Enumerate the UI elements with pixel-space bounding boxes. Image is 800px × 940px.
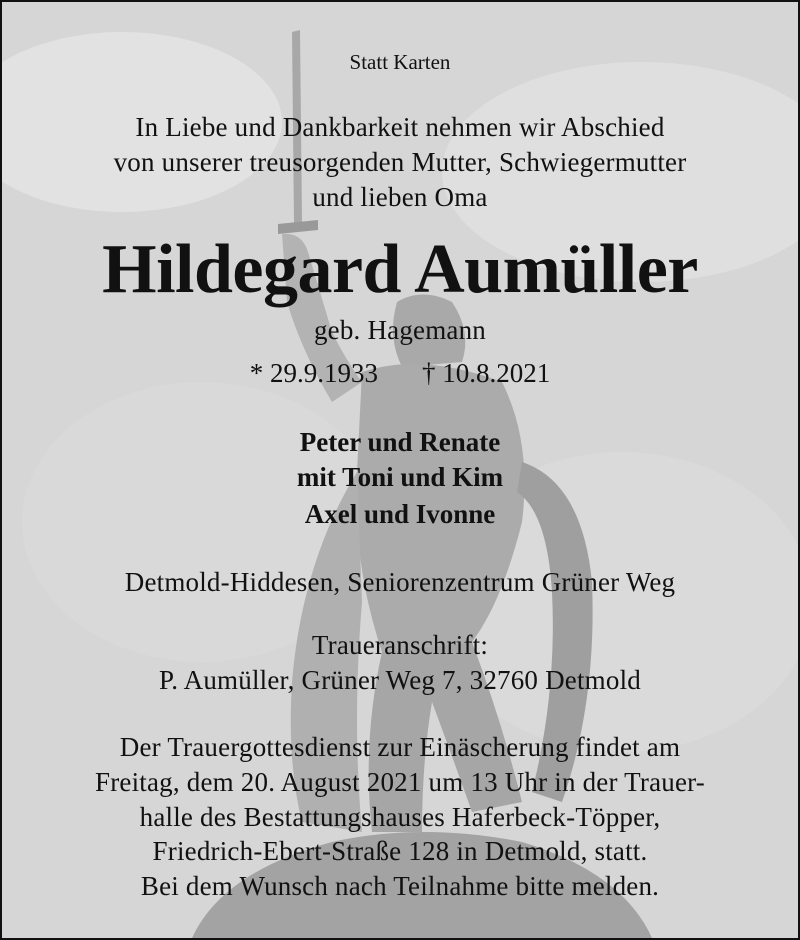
family-line-1: Peter und Renate bbox=[299, 427, 501, 457]
maiden-name: geb. Hagemann bbox=[313, 315, 487, 345]
life-dates bbox=[2, 358, 798, 389]
address-label: Traueranschrift: bbox=[311, 630, 489, 660]
location-text: Detmold-Hiddesen, Seniorenzentrum Grüner Weg bbox=[124, 567, 676, 597]
address-text: P. Aumüller, Grüner Weg 7, 32760 Detmold bbox=[159, 665, 641, 695]
death-date: † 10.8.2021 bbox=[422, 358, 551, 388]
service-line-3: halle des Bestattungshauses Haferbeck-Töpper, bbox=[139, 802, 661, 832]
family-line-3: Axel und Ivonne bbox=[304, 499, 496, 529]
service-line-2: Freitag, dem 20. August 2021 um 13 Uhr in der Trauer- bbox=[94, 767, 705, 797]
intro-line-1: In Liebe und Dankbarkeit nehmen wir Abschied bbox=[135, 112, 665, 142]
intro-line-2: von unserer treusorgenden Mutter, Schwiegermutter bbox=[113, 147, 687, 177]
service-line-1: Der Trauergottesdienst zur Einäscherung findet am bbox=[119, 732, 681, 762]
header-text: Statt Karten bbox=[349, 50, 451, 74]
birth-date: * 29.9.1933 bbox=[249, 358, 378, 388]
service-line-4: Friedrich-Ebert-Straße 128 in Detmold, statt. bbox=[152, 836, 648, 866]
intro-line-3: und lieben Oma bbox=[312, 182, 488, 212]
service-line-5: Bei dem Wunsch nach Teilnahme bitte melden. bbox=[140, 871, 660, 901]
deceased-name: Hildegard Aumüller bbox=[102, 231, 698, 308]
family-line-2: mit Toni und Kim bbox=[296, 462, 504, 492]
